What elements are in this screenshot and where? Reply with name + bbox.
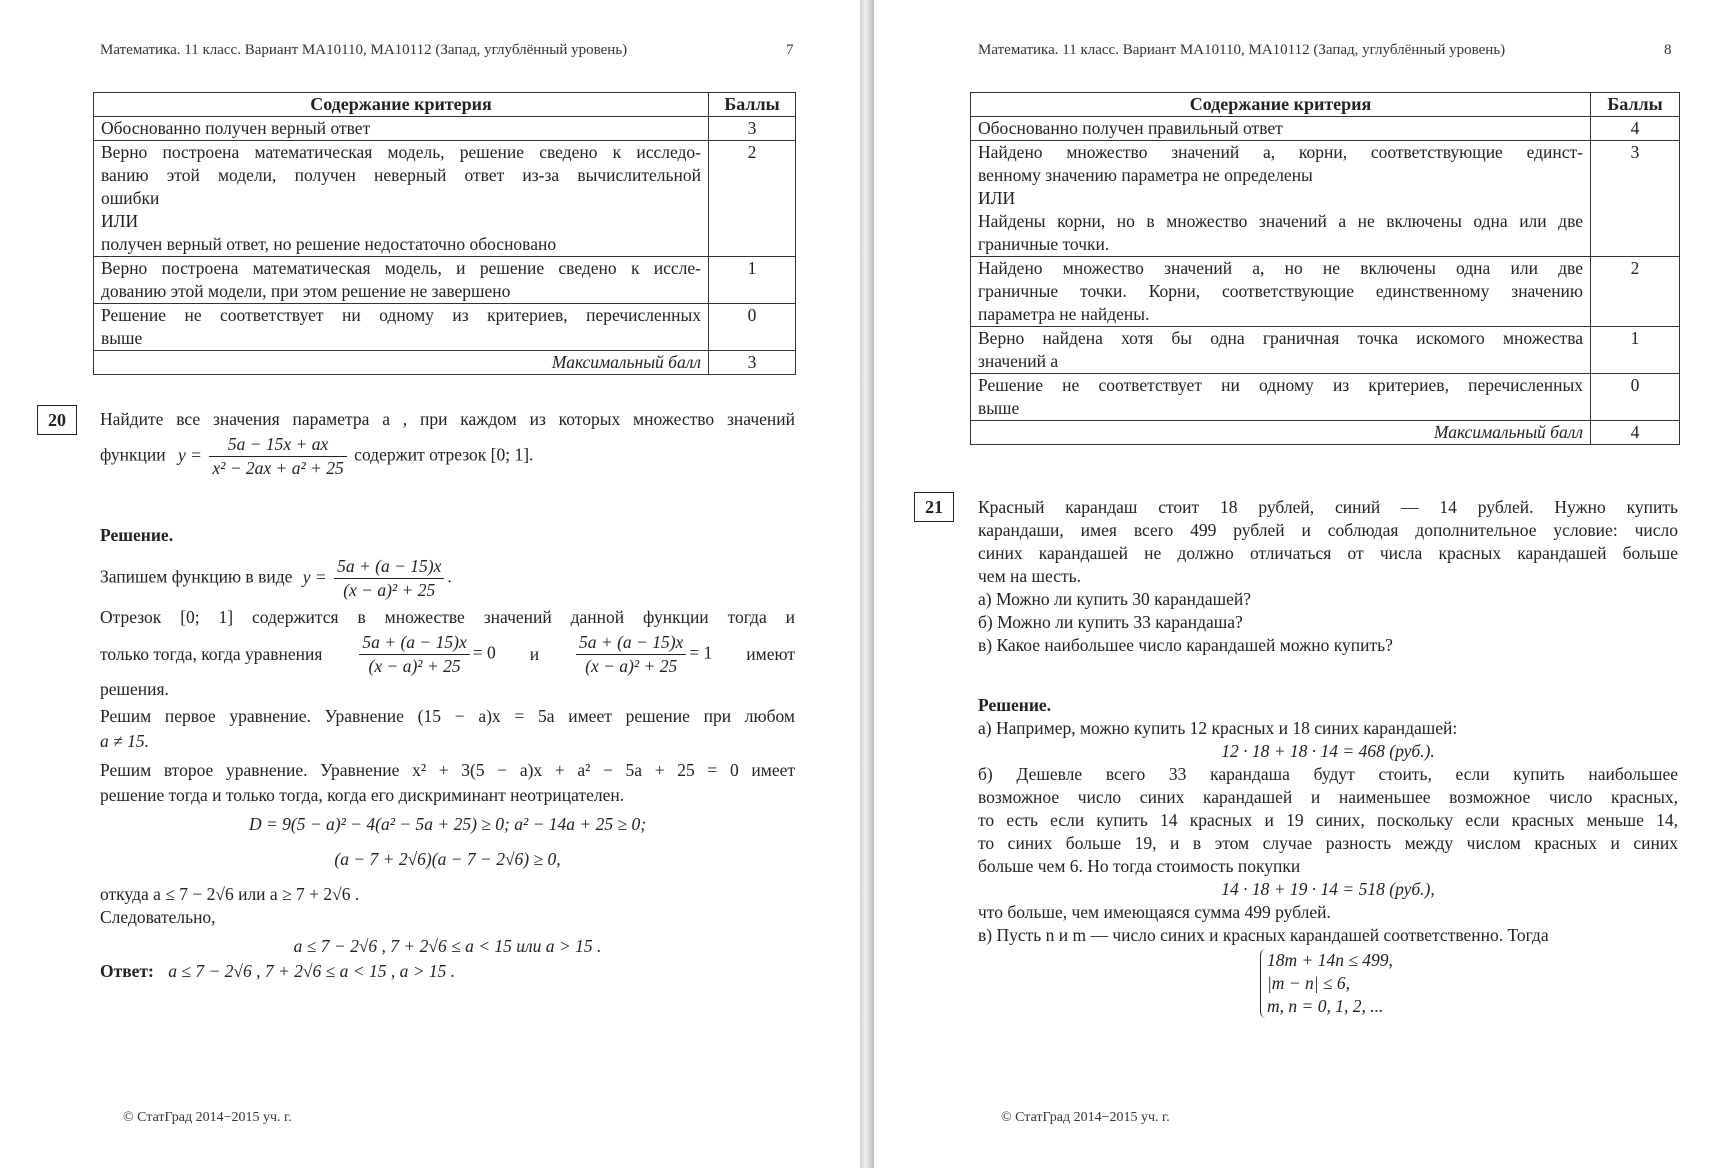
solution-b-line: то синих больше 19, и в этом случае разность между числом красных и синих <box>978 833 1678 853</box>
question-20-text <box>100 408 795 480</box>
solution-a-calc: 12 · 18 + 18 · 14 = 468 (руб.). <box>1221 741 1435 761</box>
criteria-text <box>971 374 1591 421</box>
segment-line: Отрезок [0; 1] содержится в множестве значений данной функции тогда и <box>100 607 795 627</box>
criteria-line: Решение не соответствует ни одному из критериев, перечисленных <box>978 375 1583 395</box>
solution-b-line: то есть если купить 14 красных и 19 синих, поскольку если красных меньше 14, <box>978 810 1678 830</box>
right-page <box>874 0 1725 1168</box>
discriminant-line: D = 9(5 − a)² − 4(a² − 5a + 25) ≥ 0; a² − 14a + 25 ≥ 0; <box>248 814 647 834</box>
question-c: в) Какое наибольшее число карандашей можно купить? <box>978 635 1393 655</box>
max-score-label: Максимальный балл <box>971 421 1591 445</box>
equations-prefix: только тогда, когда уравнения <box>100 644 323 664</box>
task-line: чем на шесть. <box>978 566 1081 586</box>
criteria-row <box>971 141 1680 257</box>
left-page <box>0 0 860 1168</box>
solutions-word: решения. <box>100 679 169 699</box>
col-points-header: Баллы <box>1591 93 1680 117</box>
solution-20 <box>100 524 795 983</box>
solution-b-calc: 14 · 18 + 19 · 14 = 518 (руб.), <box>1221 879 1435 899</box>
criteria-points: 2 <box>709 141 796 257</box>
criteria-line: Верно построена математическая модель, и решение сведено к иссле- <box>101 258 701 278</box>
criteria-line: выше <box>978 398 1020 418</box>
max-score-row <box>94 351 796 375</box>
system-line: 18m + 14n ≤ 499, <box>1267 950 1393 970</box>
max-score-label: Максимальный балл <box>94 351 709 375</box>
solution-c: в) Пусть n и m — число синих и красных карандашей соответственно. Тогда <box>978 925 1549 945</box>
criteria-table <box>970 92 1680 445</box>
function-fraction <box>209 433 346 480</box>
second-eq-line2: решение тогда и только тогда, когда его дискриминант неотрицателен. <box>100 785 625 805</box>
question-b: б) Можно ли купить 33 карандаша? <box>978 612 1243 632</box>
solution-b-line: больше чем 6. Но тогда стоимость покупки <box>978 856 1301 876</box>
answer-line <box>100 960 795 983</box>
criteria-text <box>94 141 709 257</box>
page-header: Математика. 11 класс. Вариант МА10110, МА10112 (Запад, углублённый уровень) <box>100 42 628 58</box>
criteria-points: 0 <box>1591 374 1680 421</box>
second-eq-line: Решим второе уравнение. Уравнение x² + 3(5 − a)x + a² − 5a + 25 = 0 имеет <box>100 760 795 780</box>
criteria-line: получен верный ответ, но решение недостаточно обосновано <box>101 234 557 254</box>
rewrite-prefix: Запишем функцию в виде <box>100 566 293 587</box>
criteria-row <box>94 117 796 141</box>
system-wrapper <box>1260 949 1678 1018</box>
solution-b-paragraph <box>978 763 1678 878</box>
eq1-numerator: 5a + (a − 15)x <box>576 631 686 655</box>
criteria-text <box>94 117 709 141</box>
task-function-line <box>100 433 795 480</box>
answer-label: Ответ: <box>100 961 154 981</box>
max-score-value: 4 <box>1591 421 1680 445</box>
criteria-line: Найдено множество значений a, но не включены одна или две <box>978 258 1583 278</box>
task-line: Найдите все значения параметра a , при каждом из которых множество значений <box>100 409 795 429</box>
criteria-line: венному значению параметра не определены <box>978 165 1313 185</box>
footer: © СтатГрад 2014−2015 уч. г. <box>123 1110 292 1125</box>
task-paragraph <box>978 496 1678 588</box>
book-gutter <box>860 0 874 1168</box>
criteria-text <box>94 257 709 304</box>
function-numerator: 5a − 15x + ax <box>209 433 346 457</box>
equation-0 <box>356 631 495 678</box>
eq1-rhs: = 1 <box>689 642 713 663</box>
task-line: Красный карандаш стоит 18 рублей, синий — 14 рублей. Нужно купить <box>978 497 1678 517</box>
first-eq-line: Решим первое уравнение. Уравнение (15 − a)x = 5a имеет решение при любом <box>100 706 795 726</box>
page-number: 8 <box>1664 42 1672 58</box>
criteria-table <box>93 92 796 375</box>
footer: © СтатГрад 2014−2015 уч. г. <box>1001 1110 1170 1125</box>
and-word: и <box>529 644 540 664</box>
answer-text: a ≤ 7 − 2√6 , 7 + 2√6 ≤ a < 15 , a > 15 . <box>168 961 456 981</box>
eq1-denominator: (x − a)² + 25 <box>585 656 678 676</box>
max-score-value: 3 <box>709 351 796 375</box>
col-points-header: Баллы <box>709 93 796 117</box>
eq0-rhs: = 0 <box>472 642 496 663</box>
inequality-system <box>1260 949 1393 1018</box>
criteria-row <box>94 141 796 257</box>
criteria-points: 3 <box>709 117 796 141</box>
solution-a: а) Например, можно купить 12 красных и 18 синих карандашей: <box>978 718 1458 738</box>
eq1-fraction <box>576 631 686 678</box>
criteria-text <box>94 304 709 351</box>
criteria-line: дованию этой модели, при этом решение не завершено <box>101 281 511 301</box>
criteria-line: выше <box>101 328 143 348</box>
criteria-points: 0 <box>709 304 796 351</box>
solution-b-tail: что больше, чем имеющаяся сумма 499 рублей. <box>978 902 1331 922</box>
criteria-line: ошибки <box>101 188 160 208</box>
criteria-points: 1 <box>709 257 796 304</box>
criteria-line: Верно построена математическая модель, решение сведено к исследо- <box>101 142 701 162</box>
criteria-line: Обоснованно получен правильный ответ <box>978 118 1283 138</box>
rewrite-line: Запишем функцию в виде y = $\frac{5a + (a - 15)x}{\text{(x − a)² + 25}}$ . <box>100 556 452 600</box>
question-number-box: 20 <box>37 405 77 435</box>
max-score-row <box>971 421 1680 445</box>
equations-line <box>100 631 795 678</box>
criteria-line: ванию этой модели, получен неверный ответ из-за вычислительной <box>101 165 701 185</box>
criteria-points: 4 <box>1591 117 1680 141</box>
criteria-text <box>971 257 1591 327</box>
criteria-row <box>971 327 1680 374</box>
whence-line: откуда a ≤ 7 − 2√6 или a ≥ 7 + 2√6 . <box>100 884 360 904</box>
criteria-row <box>971 117 1680 141</box>
criteria-line: граничные точки. Корни, соответствующие единственному значению <box>978 281 1583 301</box>
criteria-row <box>94 304 796 351</box>
system-line: |m − n| ≤ 6, <box>1267 973 1351 993</box>
rewrite-numerator: 5a + (a − 15)x <box>334 555 444 579</box>
criteria-line: Решение не соответствует ни одному из критериев, перечисленных <box>101 305 701 325</box>
task-line: синих карандашей не должно отличаться от числа красных карандашей больше <box>978 543 1678 563</box>
task-line: карандаши, имея всего 499 рублей и соблюдая дополнительное условие: число <box>978 520 1678 540</box>
factor-line: (a − 7 + 2√6)(a − 7 − 2√6) ≥ 0, <box>334 849 561 869</box>
eq0-fraction <box>359 631 469 678</box>
criteria-text <box>971 141 1591 257</box>
task-prefix: функции <box>100 444 166 465</box>
criteria-row <box>971 374 1680 421</box>
criteria-text <box>971 117 1591 141</box>
eq0-numerator: 5a + (a − 15)x <box>359 631 469 655</box>
criteria-points: 3 <box>1591 141 1680 257</box>
page-header: Математика. 11 класс. Вариант МА10110, МА10112 (Запад, углублённый уровень) <box>978 42 1506 58</box>
question-21-text <box>978 496 1678 657</box>
first-eq-condition: a ≠ 15. <box>100 731 149 751</box>
criteria-row <box>971 257 1680 327</box>
solution-title: Решение. <box>100 525 174 545</box>
question-number-box: 21 <box>914 492 954 522</box>
criteria-line: ИЛИ <box>978 188 1016 208</box>
criteria-text <box>971 327 1591 374</box>
col-content-header: Содержание критерия <box>94 93 709 117</box>
criteria-row <box>94 257 796 304</box>
solution-21 <box>978 694 1678 1018</box>
criteria-line: Верно найдена хотя бы одна граничная точка искомого множества <box>978 328 1583 348</box>
task-suffix: содержит отрезок [0; 1]. <box>354 444 534 465</box>
solution-b-line: б) Дешевле всего 33 карандаша будут стоить, если купить наибольшее <box>978 764 1678 784</box>
col-content-header: Содержание критерия <box>971 93 1591 117</box>
rewrite-denominator: (x − a)² + 25 <box>343 580 436 600</box>
eq0-denominator: (x − a)² + 25 <box>368 656 461 676</box>
equation-1 <box>573 631 712 678</box>
solution-title: Решение. <box>978 695 1052 715</box>
criteria-line: Найдены корни, но в множество значений a не включены одна или две <box>978 211 1583 231</box>
criteria-line: ИЛИ <box>101 211 139 231</box>
result-line: a ≤ 7 − 2√6 , 7 + 2√6 ≤ a < 15 или a > 15 . <box>293 936 602 956</box>
system-line: m, n = 0, 1, 2, ... <box>1267 996 1384 1016</box>
question-a: а) Можно ли купить 30 карандашей? <box>978 589 1252 609</box>
function-lhs: y = <box>178 444 202 465</box>
have-word: имеют <box>746 644 795 664</box>
therefore-line: Следовательно, <box>100 907 216 927</box>
rewrite-lhs: y = <box>302 566 327 587</box>
criteria-line: Обоснованно получен верный ответ <box>101 118 371 138</box>
rewrite-fraction <box>334 555 444 602</box>
criteria-points: 2 <box>1591 257 1680 327</box>
criteria-line: значений a <box>978 351 1059 371</box>
criteria-points: 1 <box>1591 327 1680 374</box>
criteria-line: параметра не найдены. <box>978 304 1150 324</box>
solution-b-line: возможное число синих карандашей и наименьшее возможное число красных, <box>978 787 1678 807</box>
function-denominator: x² − 2ax + a² + 25 <box>212 458 344 478</box>
criteria-line: граничные точки. <box>978 234 1110 254</box>
criteria-line: Найдено множество значений a, корни, соответствующие единст- <box>978 142 1583 162</box>
page-number: 7 <box>786 42 794 58</box>
